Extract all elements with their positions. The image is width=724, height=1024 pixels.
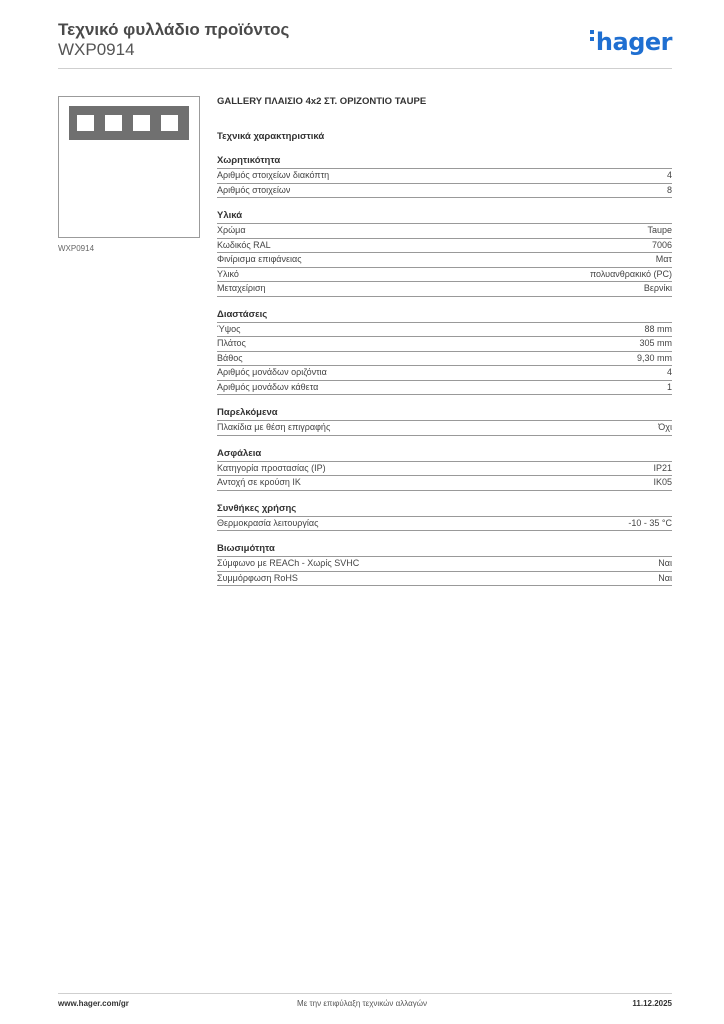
- spec-label: Αριθμός στοιχείων διακόπτη: [217, 170, 330, 180]
- document-title: Τεχνικό φυλλάδιο προϊόντος: [58, 20, 290, 39]
- spec-label: Θερμοκρασία λειτουργίας: [217, 517, 319, 528]
- spec-row: [217, 268, 672, 283]
- spec-row: [217, 282, 672, 297]
- spec-label: Βάθος: [217, 352, 243, 363]
- section-title: Παρελκόμενα: [217, 407, 672, 421]
- spec-value: IK05: [653, 477, 672, 487]
- spec-value: 4: [666, 367, 672, 377]
- spec-sections: [217, 155, 672, 586]
- spec-label: Φινίρισμα επιφάνειας: [217, 254, 302, 264]
- spec-row: [217, 184, 672, 199]
- spec-label: Υλικό: [217, 268, 239, 279]
- spec-value: 8: [666, 184, 672, 195]
- product-code: WXP0914: [58, 40, 135, 59]
- image-caption: WXP0914: [58, 244, 95, 253]
- spec-label: Μεταχείριση: [217, 283, 266, 293]
- spec-label: Αριθμός στοιχείων: [217, 184, 291, 195]
- spec-value: 7006: [651, 239, 672, 250]
- document-header: [58, 20, 289, 60]
- spec-value: Βερνίκι: [643, 283, 672, 293]
- spec-row: [217, 557, 672, 572]
- spec-row: [217, 476, 672, 491]
- spec-label: Πλάτος: [217, 338, 246, 348]
- spec-value: πολυανθρακικό (PC): [589, 268, 672, 279]
- spec-row: [217, 381, 672, 396]
- spec-value: IP21: [653, 462, 672, 473]
- spec-label: Χρώμα: [217, 225, 246, 235]
- spec-section: [217, 210, 672, 297]
- spec-section: [217, 309, 672, 396]
- spec-row: [217, 366, 672, 381]
- logo-text: hager: [595, 28, 672, 56]
- spec-label: Αριθμός μονάδων κάθετα: [217, 381, 319, 392]
- spec-row: [217, 323, 672, 338]
- spec-label: Κατηγορία προστασίας (IP): [217, 462, 326, 473]
- footer-divider: [58, 993, 672, 994]
- spec-label: Ύψος: [217, 323, 241, 334]
- spec-row: [217, 517, 672, 532]
- spec-label: Σύμφωνο με REACh - Χωρίς SVHC: [217, 558, 360, 568]
- spec-row: [217, 572, 672, 587]
- spec-value: 9,30 mm: [636, 352, 672, 363]
- spec-value: Taupe: [647, 225, 672, 235]
- footer-date: 11.12.2025: [632, 999, 672, 1008]
- spec-section: [217, 155, 672, 198]
- logo-dots-icon: [590, 30, 595, 44]
- footer-note: Με την επιφύλαξη τεχνικών αλλαγών: [297, 999, 427, 1008]
- spec-value: 1: [666, 381, 672, 392]
- spec-label: Κωδικός RAL: [217, 239, 271, 250]
- spec-value: Ναι: [658, 558, 672, 568]
- spec-row: [217, 337, 672, 352]
- spec-row: [217, 352, 672, 367]
- spec-row: [217, 239, 672, 254]
- spec-value: 305 mm: [639, 338, 672, 348]
- spec-section: [217, 407, 672, 436]
- spec-row: [217, 421, 672, 436]
- spec-row: [217, 253, 672, 268]
- tech-specs-title: Τεχνικά χαρακτηριστικά: [217, 131, 325, 142]
- hager-logo: [590, 28, 672, 56]
- spec-label: Συμμόρφωση RoHS: [217, 572, 298, 583]
- spec-value: Ματ: [655, 254, 672, 264]
- frame-opening: [133, 115, 150, 131]
- footer-url[interactable]: www.hager.com/gr: [58, 999, 129, 1008]
- spec-section: [217, 448, 672, 491]
- spec-row: [217, 462, 672, 477]
- frame-opening: [105, 115, 122, 131]
- section-title: Συνθήκες χρήσης: [217, 503, 672, 517]
- section-title: Βιωσιμότητα: [217, 543, 672, 557]
- frame-picture: [69, 106, 189, 140]
- spec-label: Αριθμός μονάδων οριζόντια: [217, 367, 327, 377]
- spec-label: Πλακίδια με θέση επιγραφής: [217, 422, 331, 432]
- spec-value: 88 mm: [644, 323, 672, 334]
- spec-panel: [217, 96, 672, 586]
- spec-section: [217, 503, 672, 532]
- product-title: GALLERY ΠΛΑΙΣΙΟ 4x2 ΣΤ. ΟΡΙΖΟΝΤΙΟ TAUPE: [217, 96, 427, 107]
- section-title: Υλικά: [217, 210, 672, 224]
- header-divider: [58, 68, 672, 69]
- section-title: Ασφάλεια: [217, 448, 672, 462]
- spec-row: [217, 169, 672, 184]
- spec-value: -10 - 35 °C: [628, 517, 672, 528]
- frame-opening: [77, 115, 94, 131]
- spec-value: 4: [666, 170, 672, 180]
- spec-row: [217, 224, 672, 239]
- spec-value: Όχι: [658, 422, 672, 432]
- section-title: Χωρητικότητα: [217, 155, 672, 169]
- section-title: Διαστάσεις: [217, 309, 672, 323]
- spec-label: Αντοχή σε κρούση IK: [217, 477, 301, 487]
- frame-opening: [161, 115, 178, 131]
- spec-value: Ναι: [658, 572, 672, 583]
- product-image: [58, 96, 200, 238]
- spec-section: [217, 543, 672, 586]
